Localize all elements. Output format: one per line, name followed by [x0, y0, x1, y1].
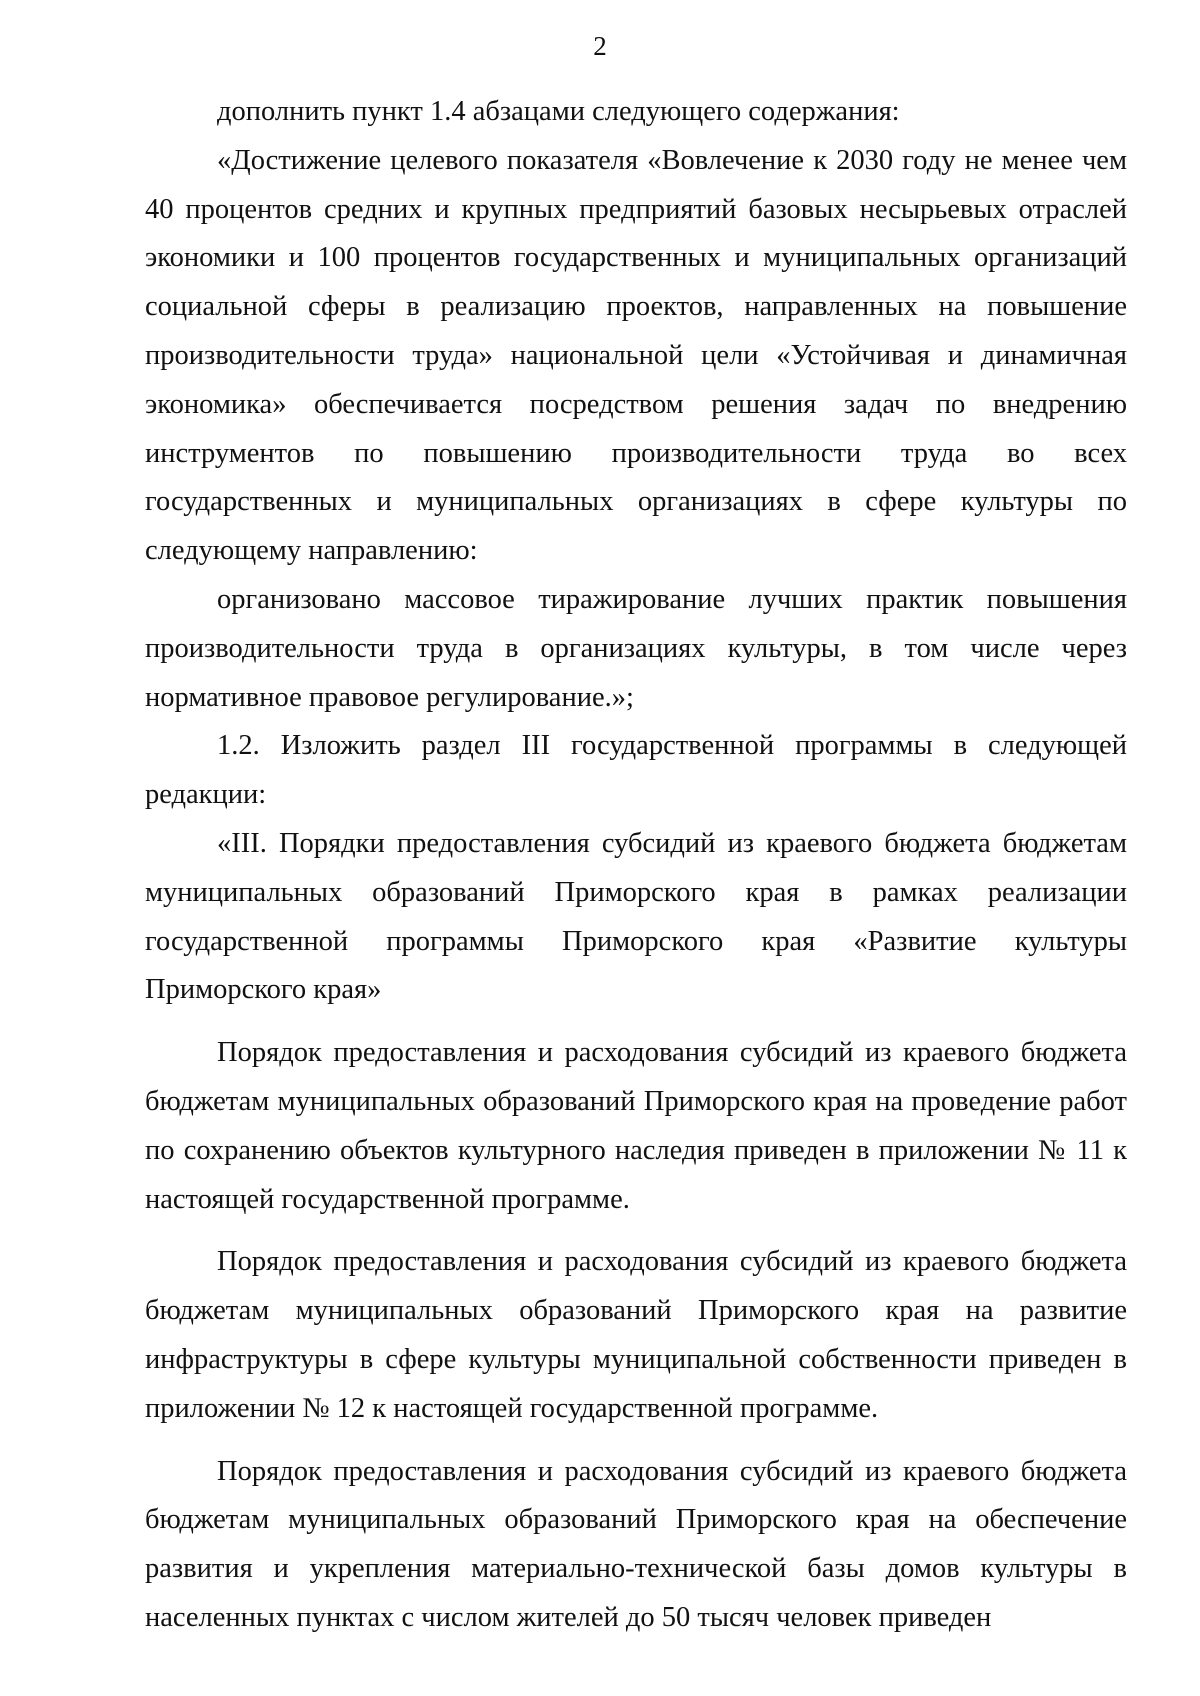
paragraph-item-1-2: 1.2. Изложить раздел III государственной программы в следующей редакции:: [145, 730, 1127, 811]
paragraph-section-iii-title: «III. Порядки предоставления субсидий из краевого бюджета бюджетам муниципальных образований Приморского края в рамках реализации государственной программы Приморского края «Развитие культуры Приморского края»: [145, 827, 1127, 1006]
paragraph-intro: дополнить пункт 1.4 абзацами следующего содержания:: [217, 96, 900, 127]
page-number: 2: [593, 31, 607, 61]
document-body: [145, 88, 1127, 1643]
paragraph-order-appendix-12: Порядок предоставления и расходования субсидий из краевого бюджета бюджетам муниципальных образований Приморского края на развитие инфраструктуры в сфере культуры муниципальной собственности приведен в приложении № 12 к настоящей государственной программе.: [145, 1246, 1127, 1424]
paragraph-order-appendix-11: Порядок предоставления и расходования субсидий из краевого бюджета бюджетам муниципальных образований Приморского края на проведение работ по сохранению объектов культурного наследия приведен в приложении № 11 к настоящей государственной программе.: [145, 1037, 1127, 1215]
paragraph-direction: организовано массовое тиражирование лучших практик повышения производительности труда в организациях культуры, в том числе через нормативное правовое регулирование.»;: [145, 583, 1127, 713]
paragraph-order-houses-of-culture: Порядок предоставления и расходования субсидий из краевого бюджета бюджетам муниципальных образований Приморского края на обеспечение развития и укрепления материально-технической базы домов культуры в населенных пунктах с числом жителей до 50 тысяч человек приведен: [145, 1455, 1127, 1633]
paragraph-target-indicator: «Достижение целевого показателя «Вовлечение к 2030 году не менее чем 40 процентов средних и крупных предприятий базовых несырьевых отраслей экономики и 100 процентов государственных и муниципальных организаций социальной сферы в реализацию проектов, направленных на повышение производительности труда» национальной цели «Устойчивая и динамичная экономика» обеспечивается посредством решения задач по внедрению инструментов по повышению производительности труда во всех государственных и муниципальных организациях в сфере культуры по следующему направлению:: [145, 144, 1127, 567]
